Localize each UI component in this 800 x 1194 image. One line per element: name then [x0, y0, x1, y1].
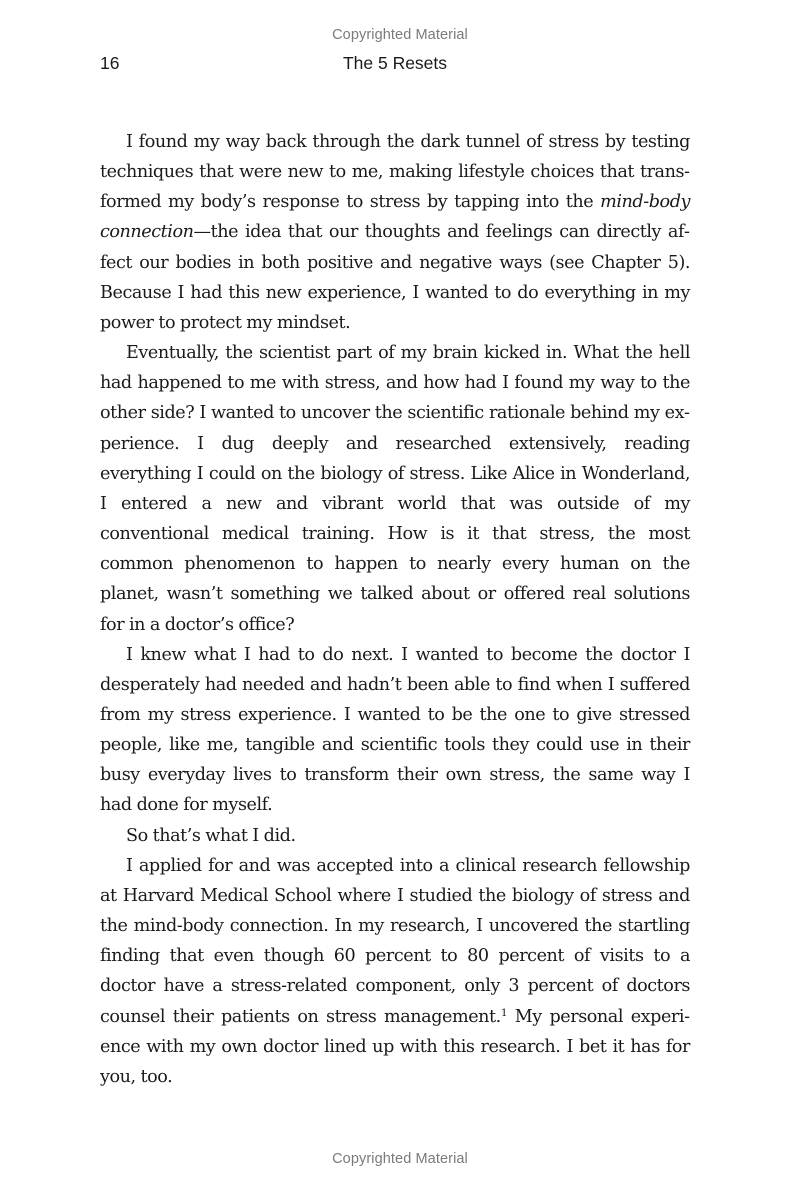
paragraph-text: I applied for and was accepted into a clinical research fellowship at Harvard Medical School where I studied the biology of stress and the mind-body connection. In my research, I uncovered the startling finding that even though 60 percent to 80 percent of visits to a doctor have a stress-related component, only 3 percent of doctors counsel their patients on stress management. [100, 855, 690, 1027]
copyright-watermark-top: Copyrighted Material [332, 27, 468, 43]
paragraph: Eventually, the scientist part of my brain kicked in. What the hell had happened to me with stress, and how had I found my way to the other side? I wanted to uncover the scientific rationale behind my experience. I dug deeply and researched extensively, reading everything I could on the biology of stress. Like Alice in Wonderland, I entered a new and vibrant world that was outside of my conventional medical training. How is it that stress, the most common phenomenon to happen to nearly every human on the planet, wasn’t something we talked about or offered real solutions for in a doctor’s office? [100, 343, 690, 635]
paragraph [100, 851, 690, 1092]
page-number: 16 [100, 53, 120, 73]
italic-term: mind-body connection [100, 192, 690, 243]
book-title: The 5 Resets [342, 53, 448, 73]
copyright-watermark-bottom: Copyrighted Material [332, 1151, 468, 1167]
footnote-marker: 1 [500, 1006, 508, 1019]
body-text [100, 127, 690, 1092]
paragraph-text: —the idea that our thoughts and feelings can directly affect our bodies in both positive and negative ways (see Chapter 5). Because I had this new experience, I wanted to do everything in my power to protect my mindset. [100, 222, 690, 333]
paragraph [100, 127, 690, 338]
paragraph-text: I found my way back through the dark tunnel of stress by testing techniques that were new to me, making lifestyle choices that transformed my body’s response to stress by tapping into the [100, 132, 690, 213]
paragraph-text: My personal experience with my own doctor lined up with this research. I bet it has for you, too. [100, 1006, 691, 1087]
paragraph: So that’s what I did. [126, 825, 296, 846]
running-header [100, 53, 690, 77]
paragraph: I knew what I had to do next. I wanted to become the doctor I desperately had needed and hadn’t been able to find when I suffered from my stress experience. I wanted to be the one to give stressed people, like me, tangible and scientific tools they could use in their busy everyday lives to transform their own stress, the same way I had done for myself. [100, 644, 690, 816]
